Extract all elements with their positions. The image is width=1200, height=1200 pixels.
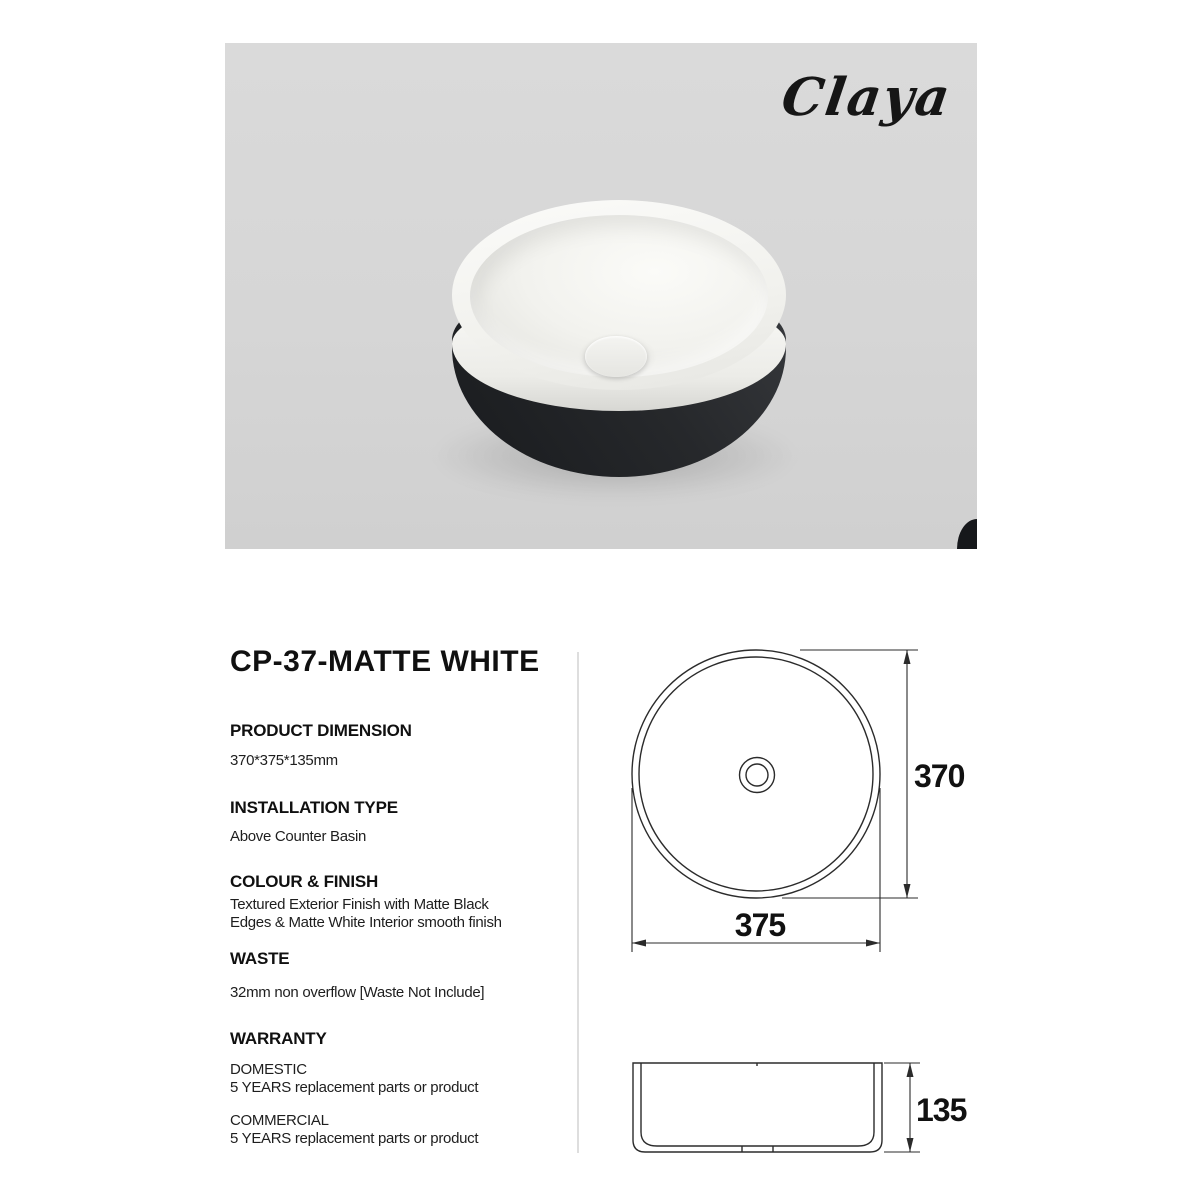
brand-logo: Claya: [778, 67, 956, 128]
value-installation-type: Above Counter Basin: [230, 828, 367, 845]
product-title: CP-37-MATTE WHITE: [230, 645, 540, 678]
value-colour-finish-line1: Textured Exterior Finish with Matte Black: [230, 896, 489, 913]
warranty-commercial-label: COMMERCIAL: [230, 1112, 329, 1129]
heading-installation-type: INSTALLATION TYPE: [230, 798, 398, 817]
cropped-basin-corner: [957, 519, 977, 549]
drain-cap: [585, 336, 647, 377]
product-photo: [225, 43, 977, 549]
side-view-drawing: [633, 1063, 967, 1152]
vertical-divider: [577, 652, 579, 1153]
heading-warranty: WARRANTY: [230, 1029, 327, 1048]
technical-drawing: [600, 630, 1000, 1175]
dimension-label-135: 135: [916, 1092, 967, 1128]
warranty-domestic-terms: 5 YEARS replacement parts or product: [230, 1079, 479, 1096]
value-colour-finish-line2: Edges & Matte White Interior smooth finish: [230, 914, 502, 931]
value-product-dimension: 370*375*135mm: [230, 752, 338, 769]
dimension-label-370: 370: [914, 758, 965, 794]
heading-product-dimension: PRODUCT DIMENSION: [230, 721, 412, 740]
warranty-commercial-terms: 5 YEARS replacement parts or product: [230, 1130, 479, 1147]
heading-waste: WASTE: [230, 949, 290, 968]
heading-colour-finish: COLOUR & FINISH: [230, 872, 379, 891]
value-waste: 32mm non overflow [Waste Not Include]: [230, 984, 485, 1001]
dimension-label-375: 375: [734, 907, 786, 943]
warranty-domestic-label: DOMESTIC: [230, 1061, 307, 1078]
top-view-drawing: [632, 650, 965, 952]
